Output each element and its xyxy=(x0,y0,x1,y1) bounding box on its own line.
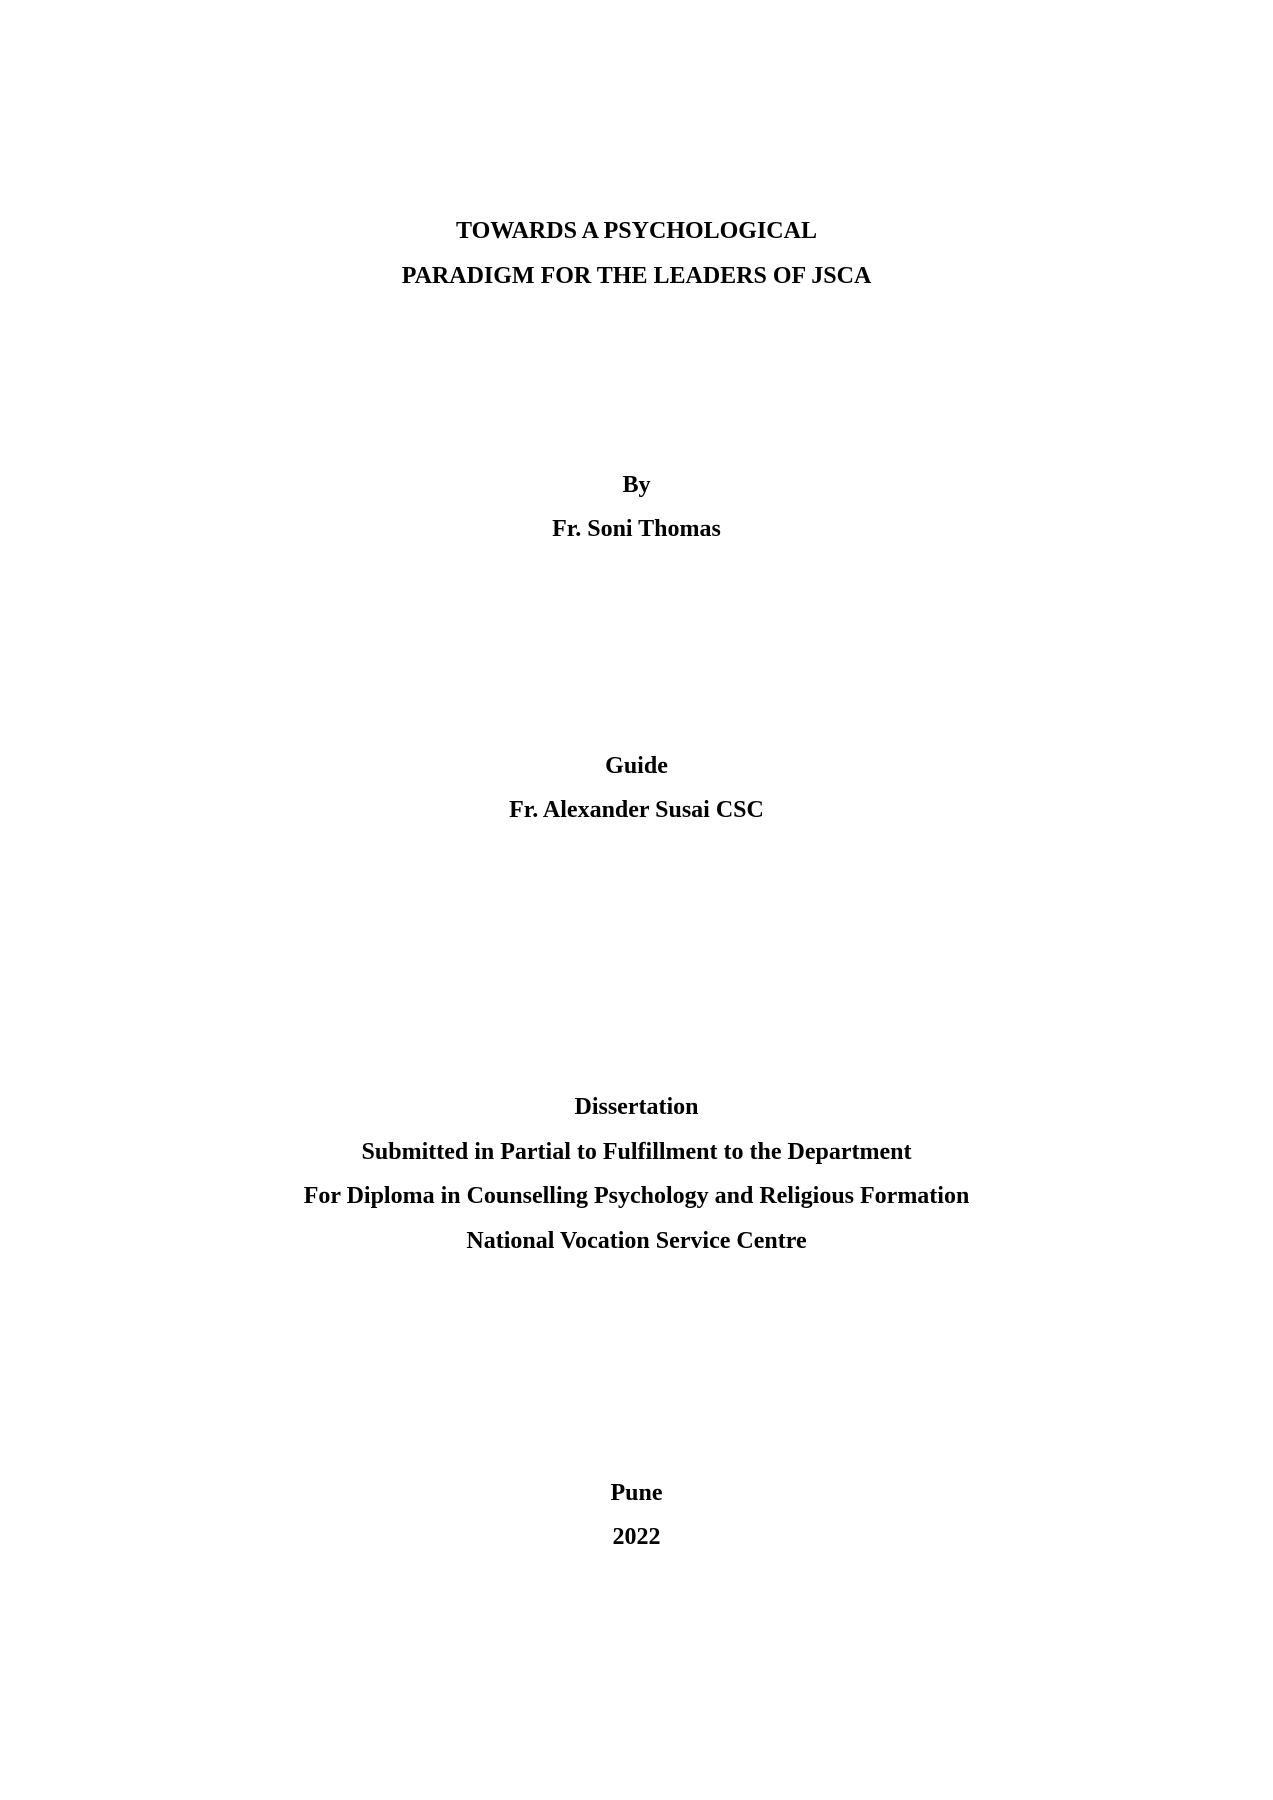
place-city: Pune xyxy=(610,1480,663,1506)
submission-line-2: For Diploma in Counselling Psychology and Religious Formation xyxy=(303,1183,970,1209)
submission-line-1: Submitted in Partial to Fulfillment to the Department xyxy=(361,1139,912,1165)
guide-name: Fr. Alexander Susai CSC xyxy=(509,797,764,823)
dissertation-label: Dissertation xyxy=(574,1094,699,1120)
title-line-2: PARADIGM FOR THE LEADERS OF JSCA xyxy=(401,263,872,289)
place-year: 2022 xyxy=(612,1524,661,1550)
institution-name: National Vocation Service Centre xyxy=(466,1228,807,1254)
by-label: By xyxy=(622,472,651,498)
guide-label: Guide xyxy=(605,753,668,779)
author-name: Fr. Soni Thomas xyxy=(552,516,721,542)
title-line-1: TOWARDS A PSYCHOLOGICAL xyxy=(456,218,817,244)
